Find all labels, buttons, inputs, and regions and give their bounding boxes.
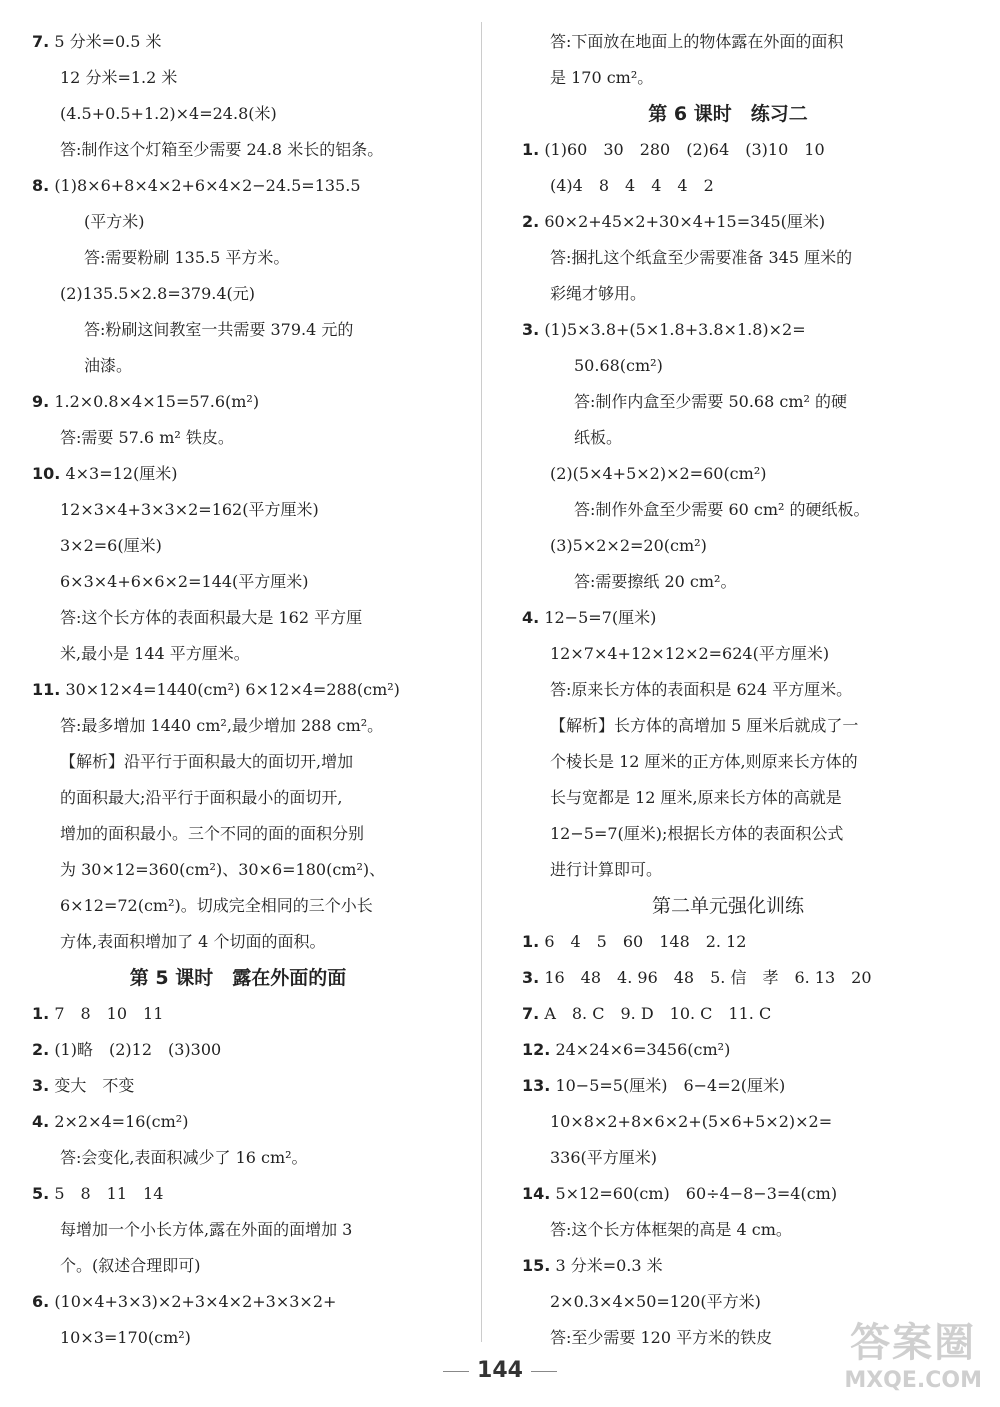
- answer-line: [32, 96, 444, 132]
- answer-line: [32, 564, 444, 600]
- answer-text: 16 48 4. 96 48 5. 信 孝 6. 13 20: [544, 968, 872, 987]
- answer-line: [522, 708, 934, 744]
- answer-line: [522, 672, 934, 708]
- answer-line: [32, 456, 444, 492]
- answer-line: [32, 600, 444, 636]
- answer-text: 第 6 课时 练习二: [648, 103, 808, 125]
- answer-text: 7 8 10 11: [54, 1004, 164, 1023]
- left-column: [32, 24, 444, 1356]
- answer-text: 5×12=60(cm) 60÷4−8−3=4(cm): [555, 1184, 838, 1203]
- answer-text: 3×2=6(厘米): [60, 536, 162, 555]
- answer-text: 答:捆扎这个纸盒至少需要准备 345 厘米的: [550, 248, 853, 267]
- answer-line: [32, 132, 444, 168]
- question-number: 1.: [522, 140, 540, 159]
- answer-text: 12 分米=1.2 米: [60, 68, 178, 87]
- answer-line: [32, 492, 444, 528]
- answer-line: [522, 312, 934, 348]
- answer-line: [522, 1248, 934, 1284]
- answer-text: 6 4 5 60 148 2. 12: [544, 932, 747, 951]
- answer-text: 336(平方厘米): [550, 1148, 658, 1167]
- question-number: 9.: [32, 392, 50, 411]
- answer-text: 方体,表面积增加了 4 个切面的面积。: [60, 932, 326, 951]
- section-heading: [522, 888, 934, 924]
- question-number: 5.: [32, 1184, 50, 1203]
- answer-line: [32, 744, 444, 780]
- answer-text: 答:下面放在地面上的物体露在外面的面积: [550, 32, 844, 51]
- answer-line: [32, 852, 444, 888]
- answer-line: [522, 132, 934, 168]
- question-number: 4.: [32, 1112, 50, 1131]
- answer-text: 答:至少需要 120 平方米的铁皮: [550, 1328, 773, 1347]
- answer-text: 5 分米=0.5 米: [54, 32, 162, 51]
- answer-text: 50.68(cm²): [574, 356, 663, 375]
- answer-text: 答:这个长方体框架的高是 4 cm。: [550, 1220, 792, 1239]
- answer-line: [522, 24, 934, 60]
- answer-text: 答:制作外盒至少需要 60 cm² 的硬纸板。: [574, 500, 870, 519]
- answer-line: [32, 24, 444, 60]
- answer-text: (平方米): [84, 212, 145, 231]
- question-number: 7.: [522, 1004, 540, 1023]
- answer-line: [32, 816, 444, 852]
- answer-line: [32, 240, 444, 276]
- answer-line: [32, 780, 444, 816]
- answer-line: [522, 960, 934, 996]
- answer-text: 5 8 11 14: [54, 1184, 164, 1203]
- answer-line: [522, 420, 934, 456]
- answer-text: 答:最多增加 1440 cm²,最少增加 288 cm²。: [60, 716, 384, 735]
- answer-text: 变大 不变: [54, 1076, 135, 1095]
- answer-text: 答:需要擦纸 20 cm²。: [574, 572, 737, 591]
- answer-text: 每增加一个小长方体,露在外面的面增加 3: [60, 1220, 353, 1239]
- page-number-dash-left: [443, 1371, 469, 1372]
- answer-text: 6×3×4+6×6×2=144(平方厘米): [60, 572, 309, 591]
- answer-text: (2)(5×4+5×2)×2=60(cm²): [550, 464, 767, 483]
- page-number-dash-right: [531, 1371, 557, 1372]
- answer-text: (1)略 (2)12 (3)300: [54, 1040, 222, 1059]
- answer-text: 【解析】长方体的高增加 5 厘米后就成了一: [550, 716, 859, 735]
- answer-text: (4.5+0.5+1.2)×4=24.8(米): [60, 104, 277, 123]
- question-number: 1.: [522, 932, 540, 951]
- answer-line: [32, 636, 444, 672]
- answer-text: (1)5×3.8+(5×1.8+3.8×1.8)×2=: [544, 320, 806, 339]
- question-number: 3.: [32, 1076, 50, 1095]
- answer-text: (2)135.5×2.8=379.4(元): [60, 284, 256, 303]
- answer-line: [522, 1068, 934, 1104]
- right-column: [522, 24, 934, 1356]
- answer-line: [32, 1068, 444, 1104]
- answer-line: [32, 348, 444, 384]
- answer-text: 10×8×2+8×6×2+(5×6+5×2)×2=: [550, 1112, 833, 1131]
- answer-line: [32, 276, 444, 312]
- section-heading: [32, 960, 444, 996]
- question-number: 15.: [522, 1256, 551, 1275]
- answer-text: 米,最小是 144 平方厘米。: [60, 644, 250, 663]
- answer-text: 2×0.3×4×50=120(平方米): [550, 1292, 761, 1311]
- answer-line: [522, 1212, 934, 1248]
- answer-text: 4×3=12(厘米): [65, 464, 178, 483]
- answer-text: 2×2×4=16(cm²): [54, 1112, 189, 1131]
- answer-line: [32, 1212, 444, 1248]
- answer-line: [32, 1248, 444, 1284]
- answer-line: [522, 996, 934, 1032]
- question-number: 6.: [32, 1292, 50, 1311]
- answer-text: 【解析】沿平行于面积最大的面切开,增加: [60, 752, 354, 771]
- question-number: 8.: [32, 176, 50, 195]
- answer-line: [522, 60, 934, 96]
- answer-line: [32, 384, 444, 420]
- answer-line: [522, 924, 934, 960]
- answer-text: 长与宽都是 12 厘米,原来长方体的高就是: [550, 788, 842, 807]
- question-number: 3.: [522, 320, 540, 339]
- answer-text: (10×4+3×3)×2+3×4×2+3×3×2+: [54, 1292, 337, 1311]
- answer-text: 答:制作这个灯箱至少需要 24.8 米长的铝条。: [60, 140, 384, 159]
- answer-text: 的面积最大;沿平行于面积最小的面切开,: [60, 788, 343, 807]
- answer-line: [32, 1032, 444, 1068]
- answer-line: [522, 456, 934, 492]
- answer-text: 60×2+45×2+30×4+15=345(厘米): [544, 212, 826, 231]
- answer-line: [522, 1176, 934, 1212]
- answer-line: [522, 1140, 934, 1176]
- answer-text: A 8. C 9. D 10. C 11. C: [544, 1004, 772, 1023]
- answer-line: [522, 168, 934, 204]
- answer-text: 答:会变化,表面积减少了 16 cm²。: [60, 1148, 308, 1167]
- question-number: 7.: [32, 32, 50, 51]
- answer-text: (1)8×6+8×4×2+6×4×2−24.5=135.5: [54, 176, 361, 195]
- question-number: 12.: [522, 1040, 551, 1059]
- answer-text: 答:粉刷这间教室一共需要 379.4 元的: [84, 320, 354, 339]
- answer-text: 6×12=72(cm²)。切成完全相同的三个小长: [60, 896, 373, 915]
- answer-text: 进行计算即可。: [550, 860, 663, 879]
- question-number: 13.: [522, 1076, 551, 1095]
- answer-text: 3 分米=0.3 米: [555, 1256, 663, 1275]
- answer-line: [32, 888, 444, 924]
- column-divider: [481, 22, 482, 1342]
- question-number: 1.: [32, 1004, 50, 1023]
- answer-text: (1)60 30 280 (2)64 (3)10 10: [544, 140, 825, 159]
- answer-line: [32, 672, 444, 708]
- answer-line: [32, 312, 444, 348]
- answer-line: [522, 240, 934, 276]
- answer-text: 第 5 课时 露在外面的面: [129, 967, 347, 989]
- question-number: 14.: [522, 1184, 551, 1203]
- answer-line: [522, 816, 934, 852]
- question-number: 2.: [522, 212, 540, 231]
- answer-text: 12×7×4+12×12×2=624(平方厘米): [550, 644, 830, 663]
- answer-text: 12−5=7(厘米);根据长方体的表面积公式: [550, 824, 844, 843]
- answer-text: 为 30×12=360(cm²)、30×6=180(cm²)、: [60, 860, 386, 879]
- answer-text: 30×12×4=1440(cm²) 6×12×4=288(cm²): [65, 680, 400, 699]
- answer-line: [32, 1104, 444, 1140]
- answer-line: [522, 1104, 934, 1140]
- answer-line: [32, 996, 444, 1032]
- answer-line: [32, 60, 444, 96]
- answer-text: 答:原来长方体的表面积是 624 平方厘米。: [550, 680, 853, 699]
- page-number-text: 144: [477, 1358, 523, 1383]
- answer-text: 10×3=170(cm²): [60, 1328, 191, 1347]
- answer-text: 答:制作内盒至少需要 50.68 cm² 的硬: [574, 392, 848, 411]
- answer-line: [522, 492, 934, 528]
- answer-text: 是 170 cm²。: [550, 68, 654, 87]
- question-number: 2.: [32, 1040, 50, 1059]
- answer-text: 10−5=5(厘米) 6−4=2(厘米): [555, 1076, 786, 1095]
- answer-line: [522, 204, 934, 240]
- answer-line: [522, 528, 934, 564]
- answer-text: 纸板。: [574, 428, 623, 447]
- answer-line: [32, 708, 444, 744]
- answer-text: 个棱长是 12 厘米的正方体,则原来长方体的: [550, 752, 858, 771]
- answer-line: [32, 420, 444, 456]
- watermark-logo: 答案圈: [850, 1320, 977, 1366]
- watermark-url: MXQE.COM: [844, 1368, 982, 1393]
- answer-text: 答:需要 57.6 m² 铁皮。: [60, 428, 234, 447]
- answer-line: [522, 744, 934, 780]
- question-number: 11.: [32, 680, 61, 699]
- question-number: 10.: [32, 464, 61, 483]
- answer-text: 1.2×0.8×4×15=57.6(m²): [54, 392, 260, 411]
- answer-line: [522, 600, 934, 636]
- answer-text: 答:这个长方体的表面积最大是 162 平方厘: [60, 608, 363, 627]
- answer-line: [32, 528, 444, 564]
- question-number: 4.: [522, 608, 540, 627]
- answer-line: [522, 780, 934, 816]
- answer-line: [32, 168, 444, 204]
- answer-line: [32, 204, 444, 240]
- answer-text: 24×24×6=3456(cm²): [555, 1040, 731, 1059]
- answer-line: [32, 1140, 444, 1176]
- answer-text: (4)4 8 4 4 4 2: [550, 176, 714, 195]
- answer-text: 个。(叙述合理即可): [60, 1256, 201, 1275]
- answer-line: [522, 276, 934, 312]
- answer-line: [32, 1320, 444, 1356]
- answer-text: 12×3×4+3×3×2=162(平方厘米): [60, 500, 319, 519]
- answer-line: [32, 924, 444, 960]
- answer-text: 答:需要粉刷 135.5 平方米。: [84, 248, 290, 267]
- answer-line: [522, 348, 934, 384]
- answer-line: [522, 564, 934, 600]
- question-number: 3.: [522, 968, 540, 987]
- answer-line: [522, 1032, 934, 1068]
- watermark: [844, 1311, 982, 1393]
- answer-text: 第二单元强化训练: [651, 895, 804, 917]
- answer-text: (3)5×2×2=20(cm²): [550, 536, 707, 555]
- answer-text: 彩绳才够用。: [550, 284, 647, 303]
- section-heading: [522, 96, 934, 132]
- answer-text: 油漆。: [84, 356, 133, 375]
- answer-text: 12−5=7(厘米): [544, 608, 657, 627]
- answer-line: [32, 1176, 444, 1212]
- answer-line: [522, 384, 934, 420]
- answer-text: 增加的面积最小。三个不同的面的面积分别: [60, 824, 365, 843]
- answer-line: [32, 1284, 444, 1320]
- answer-line: [522, 636, 934, 672]
- answer-line: [522, 852, 934, 888]
